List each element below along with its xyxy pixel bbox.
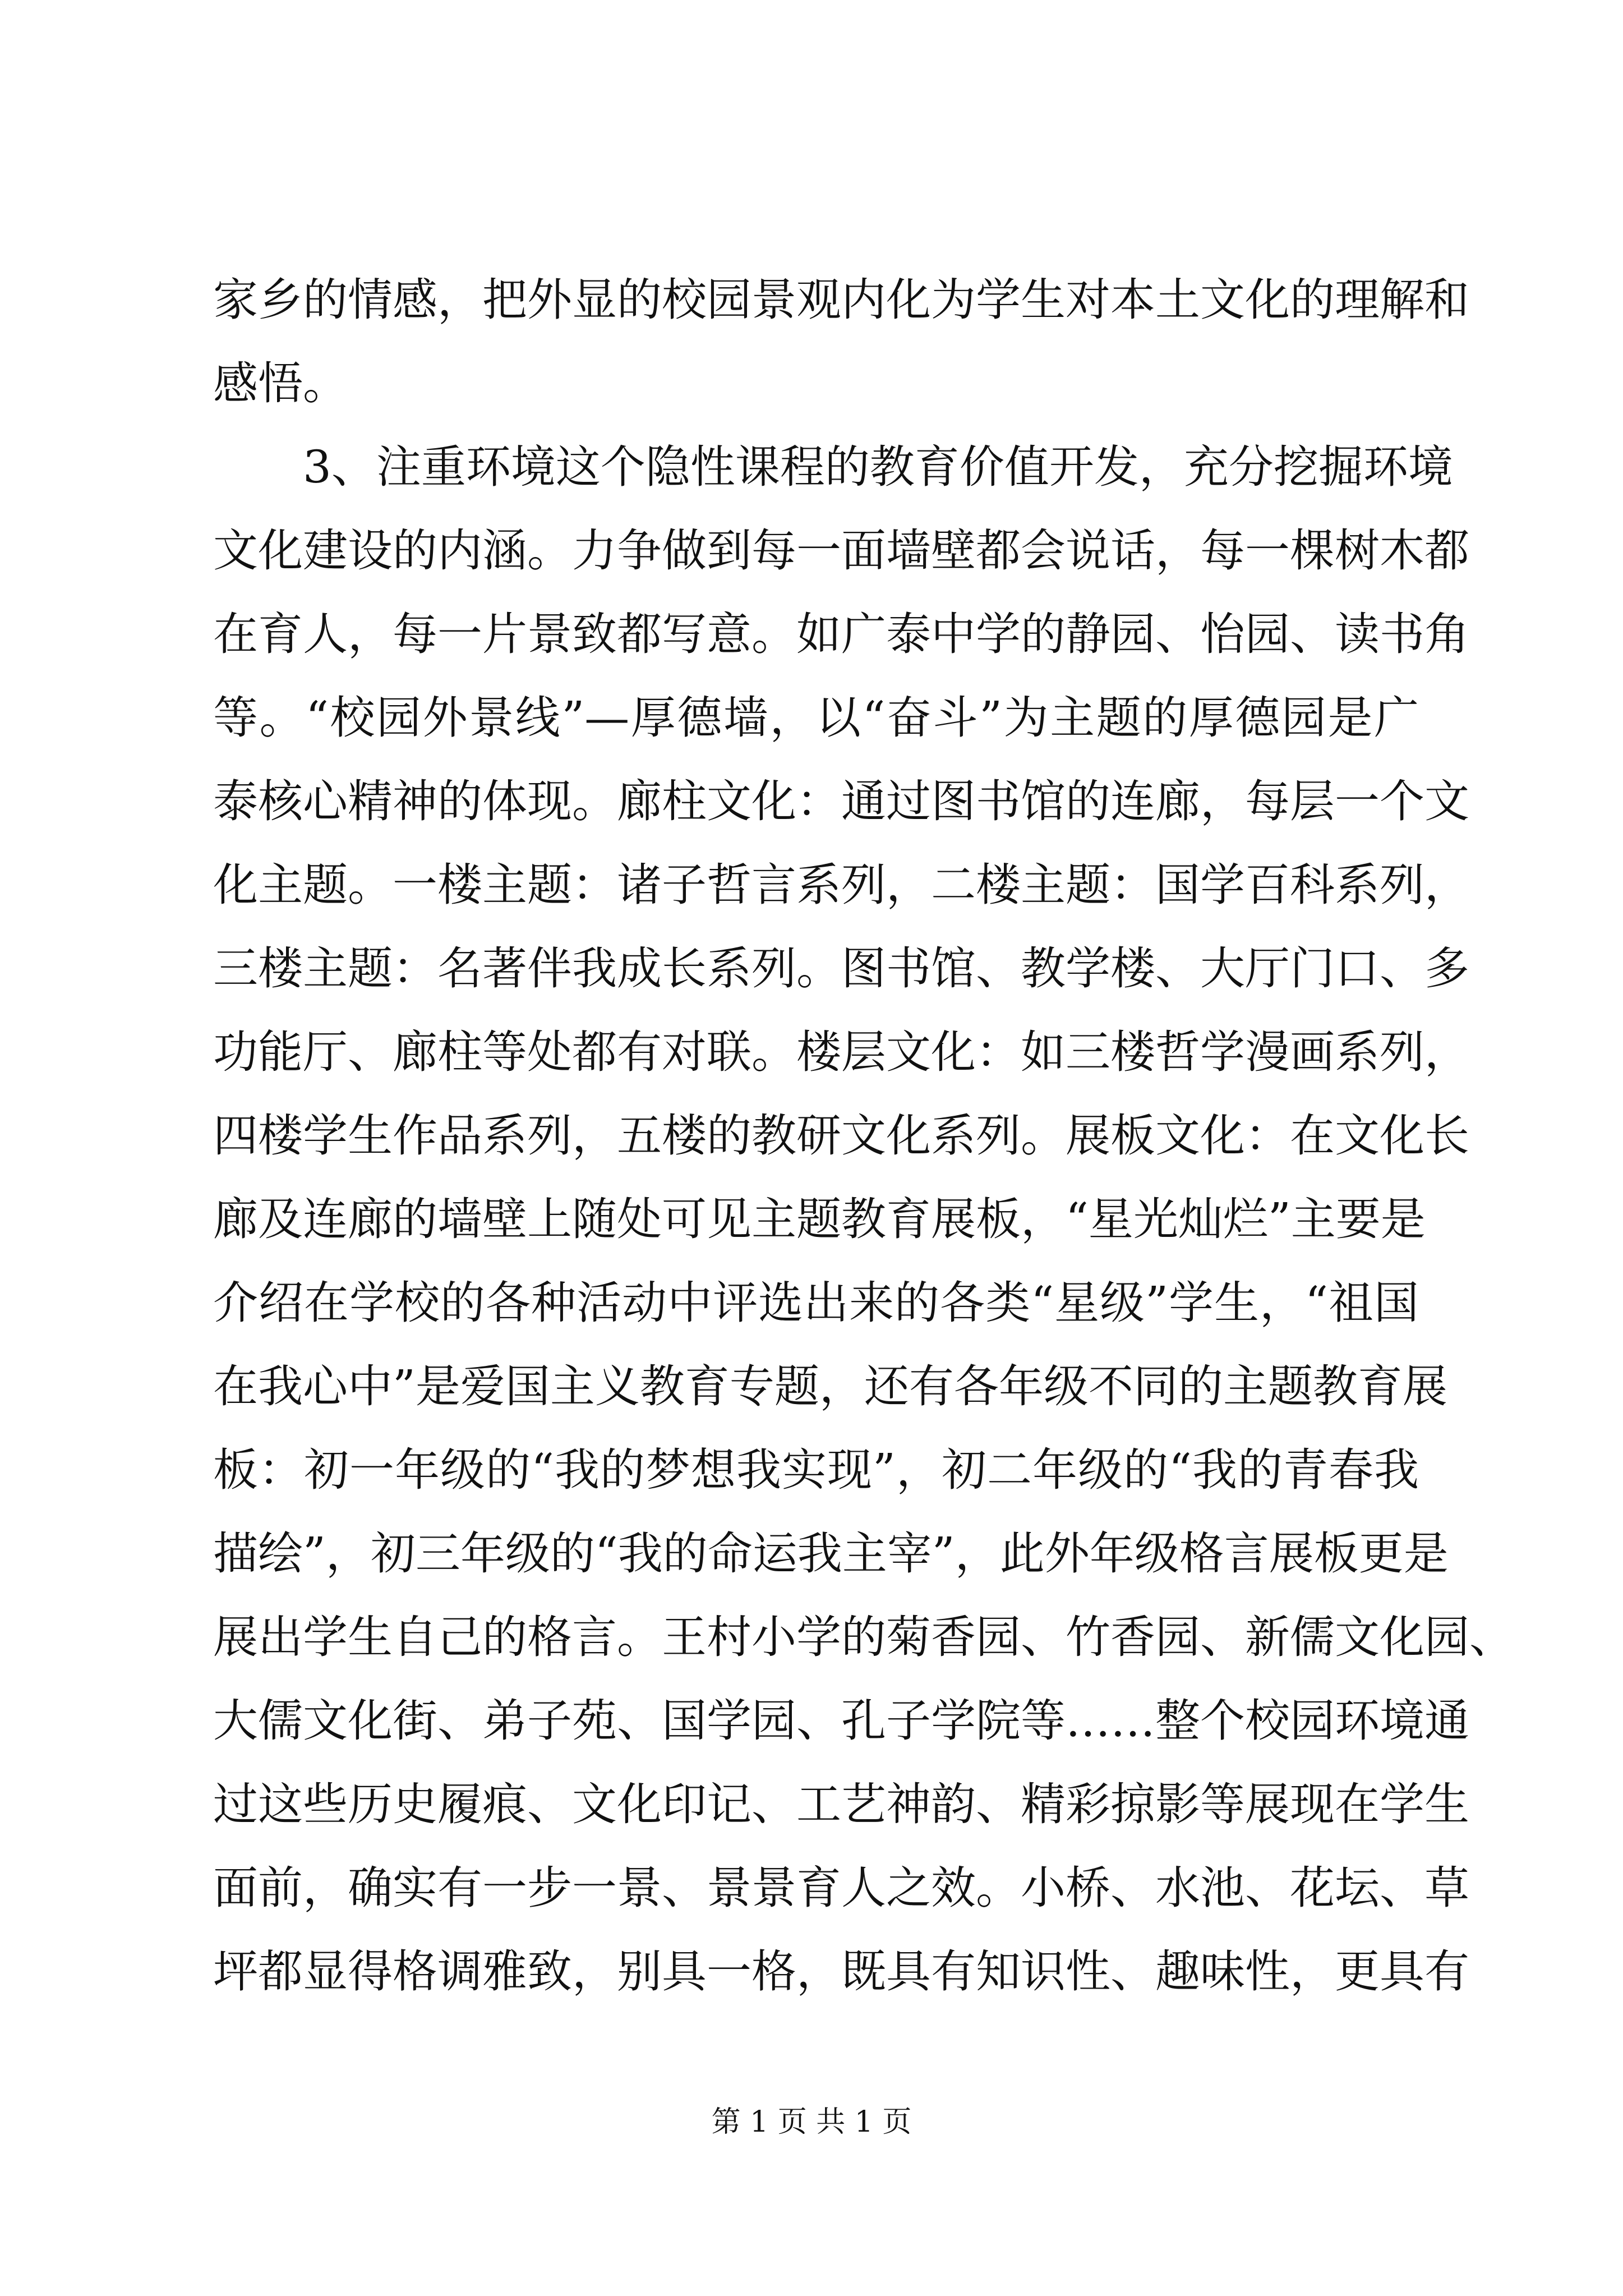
- text-line: 介绍在学校的各种活动中评选出来的各类“星级”学生，“祖国: [213, 1277, 1419, 1329]
- text-line: 三楼主题：名著伴我成长系列。图书馆、教学楼、大厅门口、多: [213, 942, 1469, 995]
- text-line: 功能厅、廊柱等处都有对联。楼层文化：如三楼哲学漫画系列，: [213, 1026, 1469, 1078]
- text-line: 感悟。: [213, 357, 348, 409]
- text-line: 在育人，每一片景致都写意。如广泰中学的静园、怡园、读书角: [213, 608, 1469, 660]
- text-line: 大儒文化街、弟子苑、国学园、孔子学院等……整个校园环境通: [213, 1695, 1469, 1747]
- text-line: 过这些历史履痕、文化印记、工艺神韵、精彩掠影等展现在学生: [213, 1778, 1469, 1830]
- text-line: 等。“校园外景线”—厚德墙，以“奋斗”为主题的厚德园是广: [213, 692, 1419, 744]
- text-line: 坪都显得格调雅致，别具一格，既具有知识性、趣味性，更具有: [213, 1945, 1469, 1998]
- text-line: 文化建设的内涵。力争做到每一面墙壁都会说话，每一棵树木都: [213, 524, 1469, 577]
- text-line: 展出学生自己的格言。王村小学的菊香园、竹香园、新儒文化园、: [213, 1611, 1514, 1663]
- text-line: 家乡的情感，把外显的校园景观内化为学生对本土文化的理解和: [213, 274, 1469, 326]
- text-line: 板：初一年级的“我的梦想我实现”，初二年级的“我的青春我: [213, 1444, 1419, 1496]
- body-text: [213, 258, 1514, 2013]
- text-line: 化主题。一楼主题：诸子哲言系列，二楼主题：国学百科系列，: [213, 859, 1469, 911]
- page-footer: 第 1 页 共 1 页: [711, 2105, 912, 2139]
- text-line: 在我心中”是爱国主义教育专题，还有各年级不同的主题教育展: [213, 1360, 1447, 1412]
- text-line: 廊及连廊的墙壁上随处可见主题教育展板，“星光灿烂”主要是: [213, 1193, 1426, 1245]
- text-line: 描绘”，初三年级的“我的命运我主宰”，此外年级格言展板更是: [213, 1527, 1449, 1580]
- text-line: 泰核心精神的体现。廊柱文化：通过图书馆的连廊，每层一个文: [213, 775, 1469, 827]
- text-line: 四楼学生作品系列，五楼的教研文化系列。展板文化：在文化长: [213, 1110, 1469, 1162]
- text-line: 面前，确实有一步一景、景景育人之效。小桥、水池、花坛、草: [213, 1862, 1469, 1914]
- text-line: 3、注重环境这个隐性课程的教育价值开发，充分挖掘环境: [303, 441, 1453, 493]
